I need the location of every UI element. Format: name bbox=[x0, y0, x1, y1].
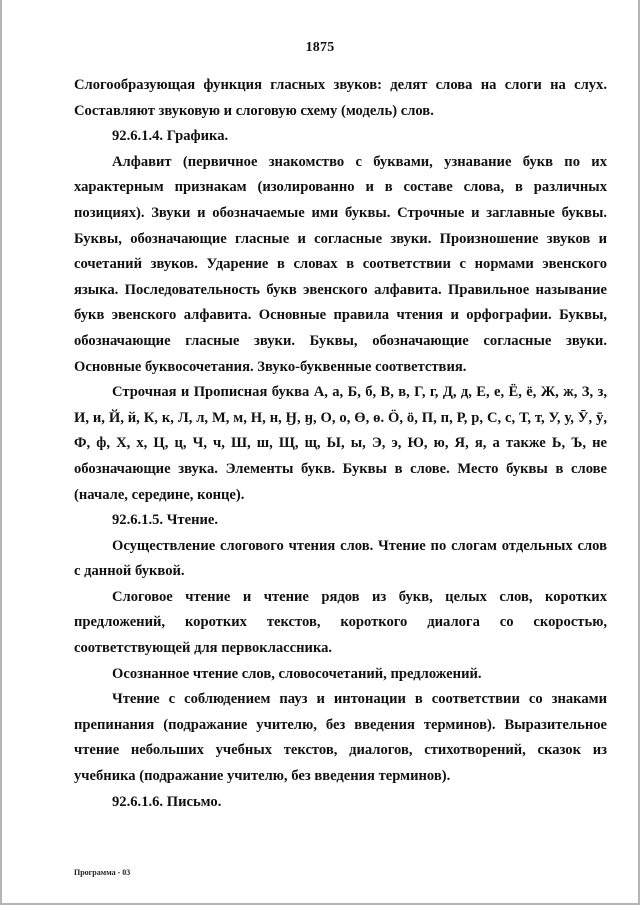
page-number: 1875 bbox=[305, 40, 335, 55]
paragraph-syllabic-reading: Осуществление слогового чтения слов. Чтение по слогам отдельных слов с данной буквой. bbox=[74, 537, 607, 580]
section-heading-graphics: 92.6.1.4. Графика. bbox=[112, 128, 229, 145]
section-heading-writing: 92.6.1.6. Письмо. bbox=[112, 793, 222, 810]
section-heading-reading: 92.6.1.5. Чтение. bbox=[112, 512, 219, 529]
paragraph-letter-list: Строчная и Прописная буква А, а, Б, б, В, в, Г, г, Д, д, Е, е, Ё, ё, Ж, ж, З, з, И, и, Й, й, К, к, Л, л, М, м, Н, н, Ӈ, ӈ, О, о, Ө, ө. Ӧ, ӧ, П, п, Р, р, С, с, Т, т, У, у, Ӯ, ӯ, Ф, ф, Х, х, Ц, ц, Ч, ч, Ш, ш, Щ, щ, Ы, ы, Э, э, Ю, ю, Я, я, а также Ь, Ъ, не обозначающие звука. Элементы букв. Буквы в слове. Место буквы в слове (начале, середине, конце). bbox=[74, 384, 607, 503]
paragraph-conscious-reading: Осознанное чтение слов, словосочетаний, предложений. bbox=[112, 665, 482, 682]
paragraph-reading-speed: Слоговое чтение и чтение рядов из букв, целых слов, коротких предложений, коротких текстов, короткого диалога со скоростью, соответствующей для первоклассника. bbox=[74, 588, 607, 657]
document-body bbox=[74, 73, 607, 815]
paragraph-syllable-function: Слогообразующая функция гласных звуков: делят слова на слоги на слух. Составляют звуковую и слоговую схему (модель) слов. bbox=[74, 77, 607, 119]
page-footer: Программа - 03 bbox=[74, 868, 131, 877]
paragraph-alphabet: Алфавит (первичное знакомство с буквами, узнавание букв по их характерным признакам (изолированно и в составе слова, в различных позициях). Звуки и обозначаемые ими буквы. Строчные и заглавные буквы. Буквы, обозначающие гласные и согласные звуки. Произношение звуков и сочетаний звуков. Ударение в словах в соответствии с нормами эвенского языка. Последовательность букв эвенского алфавита. Правильное называние букв эвенского алфавита. Основные правила чтения и орфографии. Буквы, обозначающие гласные звуки. Буквы, обозначающие согласные звуки. Основные буквосочетания. Звуко-буквенные соответствия. bbox=[74, 153, 607, 375]
paragraph-expressive-reading: Чтение с соблюдением пауз и интонации в соответствии со знаками препинания (подражание учителю, без введения терминов). Выразительное чтение небольших учебных текстов, диалогов, стихотворений, сказок из учебника (подражание учителю, без введения терминов). bbox=[74, 691, 607, 785]
